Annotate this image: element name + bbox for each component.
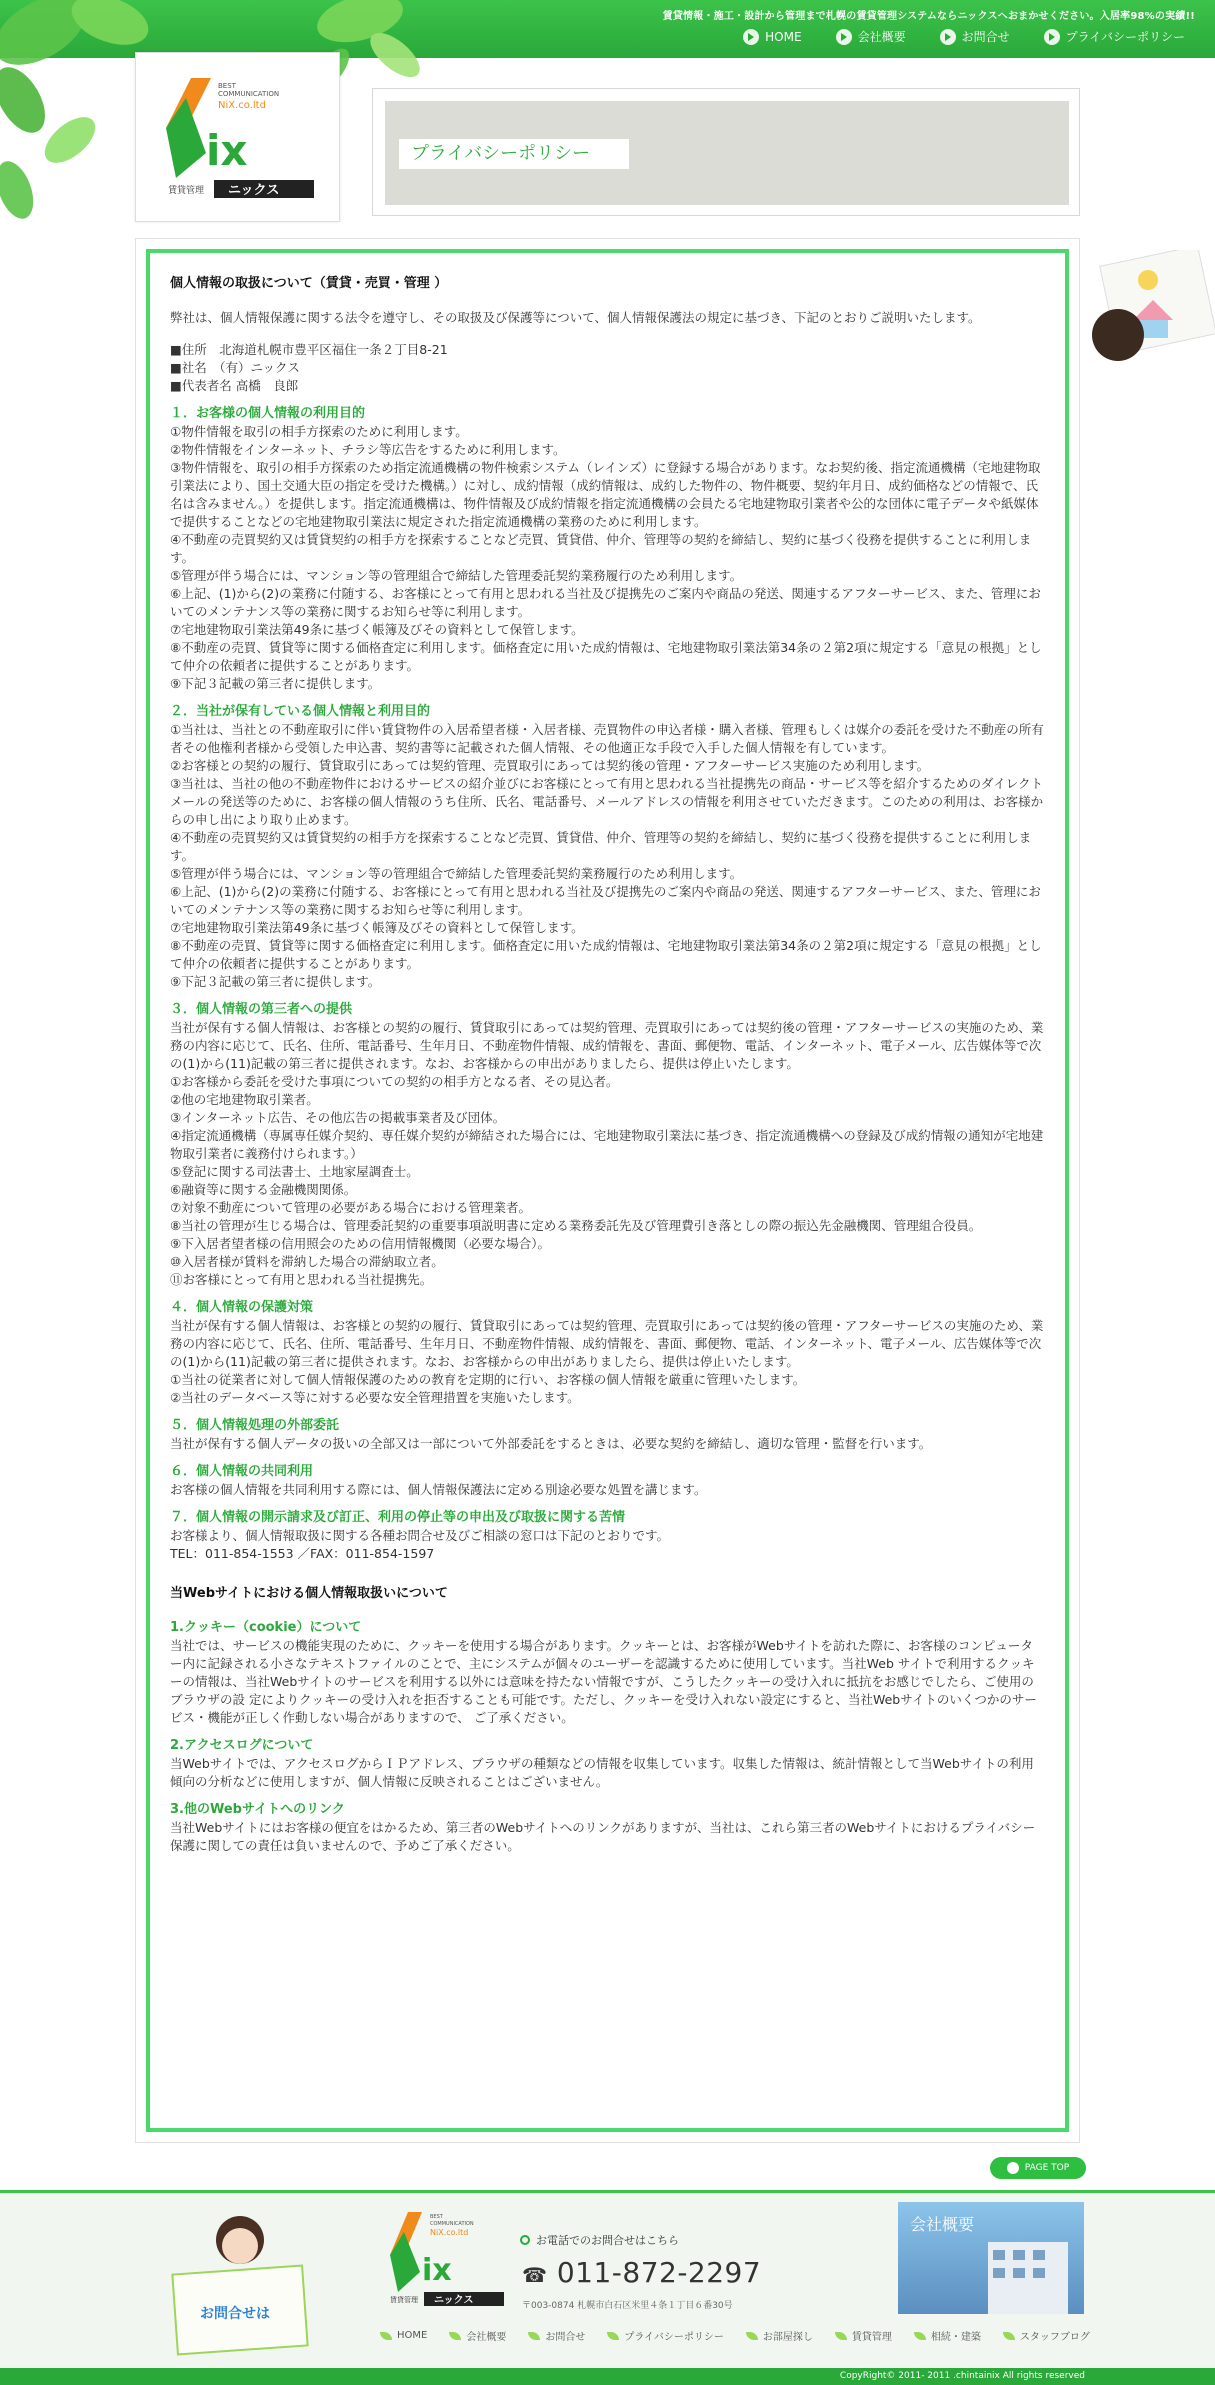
section-1-body: ①物件情報を取引の相手方探索のために利用します。 ②物件情報をインターネット、チラシ等広告をするために利用します。 ③物件情報を、取引の相手方探索のため指定流通機構の物件検索システム（レインズ）に登録する場合があります。なお契約後、指定流通機構（宅地建物取引業法により、国土交通大臣の指定を受けた機構。）に対し、成約情報（成約情報は、成約した物件の、物件概要、契約年月日、成約価格などの情報で、氏名は含みません。）を提供します。指定流通機構は、物件情報及び成約情報を指定流通機構の会員たる宅地建物取引業者や公的な団体に電子データや紙媒体で提供することなどの宅地建物取引業法に規定された指定流通機構の業務のために利用します。 ④不動産の売買契約又は賃貸契約の相手方を探索することなど売買、賃貸借、仲介、管理等の契約を締結し、契約に基づく役務を提供することに利用します。 ⑤管理が伴う場合には、マンション等の管理組合で締結した管理委託契約業務履行のため利用します。 ⑥上記、(1)から(2)の業務に付随する、お客様にとって有用と思われる当社及び提携先のご案内や商品の発送、関連するアフターサービス、また、管理においてのメンテナンス等の業務に関するお知らせ等に利用します。 ⑦宅地建物取引業法第49条に基づく帳簿及びその資料として保管します。 ⑧不動産の売買、賃貸等に関する価格査定に利用します。価格査定に用いた成約情報は、宅地建物取引業法第34条の２第2項に規定する「意見の根拠」として仲介の依頼者に提供することがあります。 ⑨下記３記載の第三者に提供します。 xyxy=(170,424,1042,691)
section-4-title: ４．個人情報の保護対策 xyxy=(170,1300,314,1315)
arrow-circle-icon xyxy=(1044,29,1060,45)
page-top-button[interactable]: PAGE TOP xyxy=(990,2157,1086,2179)
header-tagline: 賃貸情報・施工・設計から管理まで札幌の賃貸管理システムならニックスへおまかせください。入居率98%の実績!! xyxy=(662,11,1195,22)
policy-heading: 個人情報の取扱について（賃貸・売買・管理 ） xyxy=(170,276,448,291)
arrow-circle-icon xyxy=(836,29,852,45)
leaf-icon xyxy=(449,2332,461,2340)
site-logo[interactable] xyxy=(135,52,340,222)
leaf-icon xyxy=(914,2332,926,2340)
footer-nav-privacy[interactable]: プライバシーポリシー xyxy=(607,2328,724,2343)
nav-company[interactable]: 会社概要 xyxy=(836,28,906,45)
nix-logo-icon xyxy=(136,53,341,223)
arrow-circle-icon xyxy=(743,29,759,45)
web-accesslog-body: 当Webサイトでは、アクセスログからＩＰアドレス、ブラウザの種類などの情報を収集しています。収集した情報は、統計情報として当Webサイトの利用傾向の分析などに使用しますが、個人情報に反映されることはございません。 xyxy=(170,1756,1034,1789)
footer-logo[interactable] xyxy=(380,2200,515,2315)
copyright: CopyRight© 2011- 2011 .chintainix All rights reserved xyxy=(0,2368,1215,2385)
svg-text:BEST: BEST xyxy=(218,82,236,90)
phone-contact-label: お電話でのお問合せはこちら xyxy=(520,2232,679,2248)
svg-text:COMMUNICATION: COMMUNICATION xyxy=(430,2221,474,2227)
svg-text:ix: ix xyxy=(206,126,248,175)
svg-text:BEST: BEST xyxy=(430,2214,443,2220)
section-7-title: ７．個人情報の開示請求及び訂正、利用の停止等の申出及び取扱に関する苦情 xyxy=(170,1510,626,1525)
section-6-body: お客様の個人情報を共同利用する際には、個人情報保護法に定める別途必要な処置を講じます。 xyxy=(170,1482,707,1497)
section-5-title: ５．個人情報処理の外部委託 xyxy=(170,1418,340,1433)
svg-text:NiX.co.ltd: NiX.co.ltd xyxy=(430,2228,469,2237)
leaf-icon xyxy=(746,2332,758,2340)
building-icon xyxy=(898,2202,1084,2314)
web-links-body: 当社Webサイトにはお客様の便宜をはかるため、第三者のWebサイトへのリンクがありますが、当社は、これら第三者のWebサイトにおけるプライバシー保護に関しての責任は負いませんので、予めご了承ください。 xyxy=(170,1820,1036,1853)
arrow-circle-icon xyxy=(940,29,956,45)
footer-nav-staff-blog[interactable]: スタッフブログ xyxy=(1003,2328,1090,2343)
footer-nav-room-search[interactable]: お部屋探し xyxy=(746,2328,813,2343)
web-links-title: 3.他のWebサイトへのリンク xyxy=(170,1802,345,1817)
section-6-title: ６．個人情報の共同利用 xyxy=(170,1464,314,1479)
footer-phone[interactable]: ☎ 011-872-2297 xyxy=(522,2256,762,2289)
top-bar xyxy=(0,0,1215,58)
arrow-up-icon xyxy=(1007,2162,1019,2174)
footer-nav-rental-management[interactable]: 賃貸管理 xyxy=(835,2328,892,2343)
leaf-icon xyxy=(380,2332,392,2340)
web-cookie-title: 1.クッキー（cookie）について xyxy=(170,1620,362,1635)
svg-text:NiX.co.ltd: NiX.co.ltd xyxy=(218,100,266,111)
circle-icon xyxy=(520,2235,530,2245)
footer-nav-inheritance[interactable]: 相続・建築 xyxy=(914,2328,981,2343)
svg-text:賃貸管理: 賃貸管理 xyxy=(390,2296,418,2304)
section-2-title: ２．当社が保有している個人情報と利用目的 xyxy=(170,704,431,719)
footer-nav-contact[interactable]: お問合せ xyxy=(528,2328,585,2343)
svg-text:賃貸管理: 賃貸管理 xyxy=(168,186,205,196)
main-nav xyxy=(709,28,1185,45)
nav-privacy[interactable]: プライバシーポリシー xyxy=(1044,28,1185,45)
policy-intro: 弊社は、個人情報保護に関する法令を遵守し、その取扱及び保護等について、個人情報保護法の規定に基づき、下記のとおりご説明いたします。 xyxy=(170,310,981,325)
section-3-title: ３．個人情報の第三者への提供 xyxy=(170,1002,353,1017)
footer-nav-company[interactable]: 会社概要 xyxy=(449,2328,506,2343)
web-heading: 当Webサイトにおける個人情報取扱いについて xyxy=(170,1586,448,1601)
section-2-body: ①当社は、当社との不動産取引に伴い賃貸物件の入居希望者様・入居者様、売買物件の申込者様・購入者様、管理もしくは媒介の委託を受けた不動産の所有者その他権利者様から受領した申込書、契約書等に記載された個人情報、その他適正な手段で入手した個人情報を有しています。 ②お客様との契約の履行、賃貸取引にあっては契約管理、売買取引にあっては契約後の管理・アフターサービス実施のため利用します。 ③当社は、当社の他の不動産物件におけるサービスの紹介並びにお客様にとって有用と思われる当社提携先の商品・サービス等を紹介するためのダイレクトメールの発送等のために、お客様の個人情報のうち住所、氏名、電話番号、メールアドレスの情報を利用させていただきます。このための利用は、お客様からの申し出により取り止めます。 ④不動産の売買契約又は賃貸契約の相手方を探索することなど売買、賃貸借、仲介、管理等の契約を締結し、契約に基づく役務を提供することに利用します。 ⑤管理が伴う場合には、マンション等の管理組合で締結した管理委託契約業務履行のため利用します。 ⑥上記、(1)から(2)の業務に付随する、お客様にとって有用と思われる当社及び提携先のご案内や商品の発送、関連するアフターサービス、また、管理においてのメンテナンス等の業務に関するお知らせ等に利用します。 ⑦宅地建物取引業法第49条に基づく帳簿及びその資料として保管します。 ⑧不動産の売買、賃貸等に関する価格査定に利用します。価格査定に用いた成約情報は、宅地建物取引業法第34条の２第2項に規定する「意見の根拠」として仲介の依頼者に提供することがあります。 ⑨下記３記載の第三者に提供します。 xyxy=(170,722,1044,989)
svg-text:ix: ix xyxy=(422,2253,452,2288)
nav-contact[interactable]: お問合せ xyxy=(940,28,1010,45)
section-1-title: １．お客様の個人情報の利用目的 xyxy=(170,406,366,421)
svg-text:ニックス: ニックス xyxy=(434,2295,474,2306)
page-title-area xyxy=(372,88,1080,216)
phone-icon: ☎ xyxy=(522,2263,548,2287)
privacy-policy-body xyxy=(146,249,1069,2132)
section-5-body: 当社が保有する個人データの扱いの全部又は一部について外部委託をするときは、必要な契約を締結し、適切な管理・監督を行います。 xyxy=(170,1436,932,1451)
web-accesslog-title: 2.アクセスログについて xyxy=(170,1738,314,1753)
company-info: ■住所 北海道札幌市豊平区福住一条２丁目8-21 ■社名 （有）ニックス ■代表者名 高橋 良郎 xyxy=(170,342,448,393)
web-cookie-body: 当社では、サービスの機能実現のために、クッキーを使用する場合があります。クッキーとは、お客様がWebサイトを訪れた際に、お客様のコンピューター内に記録される小さなテキストファイルのことで、主にシステムが個々のユーザーを認識するために使用しています。当社Web サイトで利用するクッキーの情報は、当社Webサイトのサービスを利用する以外には意味を持たない情報ですが、こうしたクッキーの受け入れに抵抗をお感じでしたら、ご使用のブラウザの設 定によりクッキーの受け入れを拒否することも可能です。ただし、クッキーを受け入れない設定にすると、当社Webサイトのいくつかのサービス・機能が正しく作動しない場合がありますので、 ご了承ください。 xyxy=(170,1638,1037,1725)
nav-home[interactable]: HOME xyxy=(743,28,801,45)
drawing-photo-decoration xyxy=(1088,250,1215,370)
section-4-body: 当社が保有する個人情報は、お客様との契約の履行、賃貸取引にあっては契約管理、売買取引にあっては契約後の管理・アフターサービスの実施のため、業務の内容に応じて、氏名、住所、電話番号、生年月日、不動産物件情報、成約情報を、書面、郵便物、電話、インターネット、電子メール、広告媒体等で次の(1)から(11)記載の第三者に提供されます。なお、お客様からの申出がありましたら、提供は停止いたします。 ①当社の従業者に対して個人情報保護のための教育を定期的に行い、お客様の個人情報を厳重に管理いたします。 ②当社のデータベース等に対する必要な安全管理措置を実施いたします。 xyxy=(170,1318,1044,1405)
svg-text:ニックス: ニックス xyxy=(228,183,280,198)
section-3-body: 当社が保有する個人情報は、お客様との契約の履行、賃貸取引にあっては契約管理、売買取引にあっては契約後の管理・アフターサービスの実施のため、業務の内容に応じて、氏名、住所、電話番号、生年月日、不動産物件情報、成約情報を、書面、郵便物、電話、インターネット、電子メール、広告媒体等で次の(1)から(11)記載の第三者に提供されます。なお、お客様からの申出がありましたら、提供は停止いたします。 ①お客様から委託を受けた事項についての契約の相手方となる者、その見込者。 ②他の宅地建物取引業者。 ③インターネット広告、その他広告の掲載事業者及び団体。 ④指定流通機構（専属専任媒介契約、専任媒介契約が締結された場合には、宅地建物取引業法に基づき、指定流通機構への登録及び成約情報の通知が宅地建物取引業者に義務付けられます。） ⑤登記に関する司法書士、土地家屋調査士。 ⑥融資等に関する金融機関関係。 ⑦対象不動産について管理の必要がある場合における管理業者。 ⑧当社の管理が生じる場合は、管理委託契約の重要事項説明書に定める業務委託先及び管理費引き落としの際の振込先金融機関、管理組合役員。 ⑨下入居者望者様の信用照会のための信用情報機関（必要な場合）。 ⑩入居者様が賃料を滞納した場合の滞納取立者。 ⑪お客様にとって有用と思われる当社提携先。 xyxy=(170,1020,1044,1287)
svg-text:お問合せは: お問合せは xyxy=(200,2306,270,2322)
leaf-icon xyxy=(528,2332,540,2340)
footer-nav-home[interactable]: HOME xyxy=(380,2328,427,2343)
section-7-body: お客様より、個人情報取扱に関する各種お問合せ及びご相談の窓口は下記のとおりです。 TEL：011-854-1553 ／FAX：011-854-1597 xyxy=(170,1528,670,1561)
main-content xyxy=(135,238,1080,2143)
leaf-icon xyxy=(607,2332,619,2340)
svg-text:COMMUNICATION: COMMUNICATION xyxy=(218,90,280,98)
footer-nav xyxy=(380,2328,1112,2343)
leaf-icon xyxy=(1003,2332,1015,2340)
page-title: プライバシーポリシー xyxy=(399,139,629,169)
inquiry-girl-image[interactable] xyxy=(155,2200,345,2368)
footer-address: 〒003-0874 札幌市白石区米里４条１丁目６番30号 xyxy=(522,2301,733,2311)
footer-company-banner[interactable]: 会社概要 xyxy=(898,2202,1084,2314)
leaf-icon xyxy=(835,2332,847,2340)
